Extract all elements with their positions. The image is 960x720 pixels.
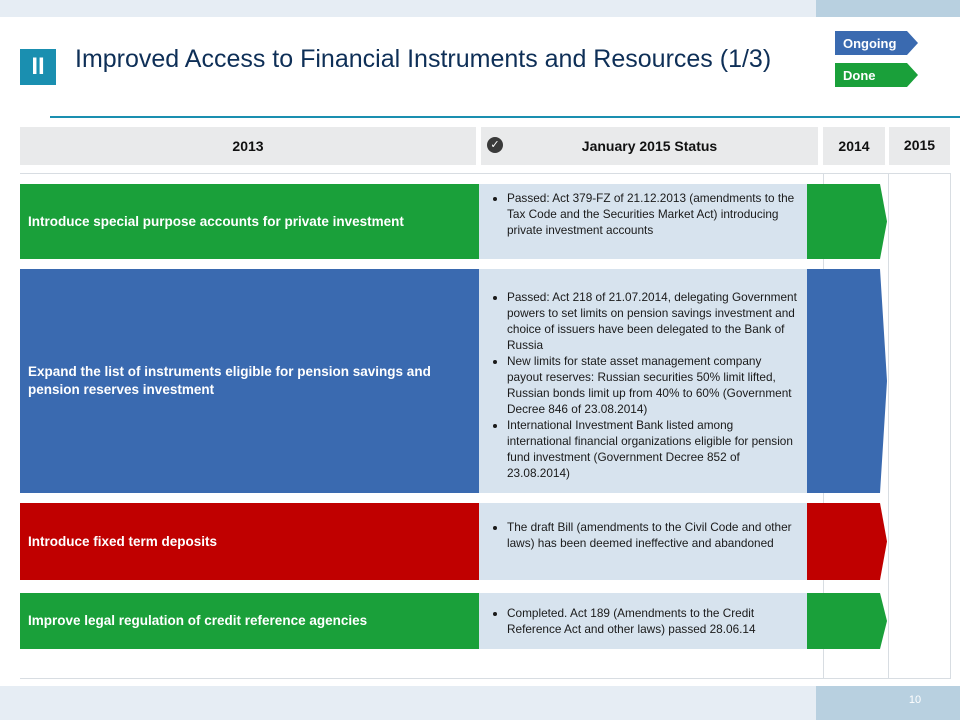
task-label: Introduce special purpose accounts for private investment <box>28 213 404 229</box>
status-item: • International Investment Bank listed among international financial organizations eligible for pension fund investment (Government Decree 852 of 23.08.2014) <box>507 417 797 481</box>
arrow-shape-failed <box>807 503 887 580</box>
column-header-status: January 2015 Status <box>481 127 818 165</box>
status-cell-3 <box>479 503 807 580</box>
task-row-2 <box>20 269 479 493</box>
page-number: 10 <box>908 694 922 706</box>
bottom-band-accent <box>816 686 960 720</box>
arrow-shape-ongoing <box>807 269 887 493</box>
task-label: Improve legal regulation of credit reference agencies <box>28 613 368 628</box>
page-title: Improved Access to Financial Instruments and Resources (1/3) <box>75 45 772 73</box>
status-cell-4 <box>479 593 807 649</box>
progress-arrow-1 <box>807 184 887 259</box>
status-item: • The draft Bill (amendments to the Civil Code and other laws) has been deemed ineffective and abandoned <box>507 519 797 551</box>
status-cell-1 <box>479 184 807 259</box>
task-label: Expand the list of instruments eligible for pension savings and pension reserves investment <box>28 364 431 397</box>
status-item: • Passed: Act 218 of 21.07.2014, delegating Government powers to set limits on pension savings investment and choice of issuers have been delegated to the Bank of Russia <box>507 289 797 353</box>
status-item: • New limits for state asset management company payout reserves: Russian securities 50% limit lifted, Russian bonds limit up from 40% to 60% (Government Decree 846 of 23.08.2014) <box>507 353 797 417</box>
progress-arrow-3 <box>807 503 887 580</box>
grid-line-2015-start <box>888 173 889 679</box>
section-badge: II <box>20 49 56 85</box>
progress-arrow-4 <box>807 593 887 649</box>
grid-line-bottom <box>20 678 951 679</box>
task-row-1 <box>20 184 479 259</box>
legend-ongoing: Ongoing <box>835 31 907 55</box>
task-row-4 <box>20 593 479 649</box>
status-item: • Completed. Act 189 (Amendments to the Credit Reference Act and other laws) passed 28.06.14 <box>507 605 797 637</box>
column-header-2014: 2014 <box>823 127 885 165</box>
title-divider <box>50 116 960 118</box>
progress-arrow-2 <box>807 269 887 493</box>
grid-line-top <box>20 173 951 174</box>
check-circle-icon: ✓ <box>487 137 503 153</box>
grid-line-2015-end <box>950 173 951 679</box>
column-header-2013: 2013 <box>20 127 476 165</box>
arrow-shape-done <box>807 184 887 259</box>
task-row-3 <box>20 503 479 580</box>
column-header-2015: 2015 <box>889 127 950 165</box>
arrow-shape-done <box>807 593 887 649</box>
top-band-accent <box>816 0 960 17</box>
task-label: Introduce fixed term deposits <box>28 533 218 549</box>
status-item: • Passed: Act 379-FZ of 21.12.2013 (amendments to the Tax Code and the Securities Market Act) introducing private investment accounts <box>507 190 797 238</box>
legend-done: Done <box>835 63 907 87</box>
status-cell-2 <box>479 269 807 493</box>
